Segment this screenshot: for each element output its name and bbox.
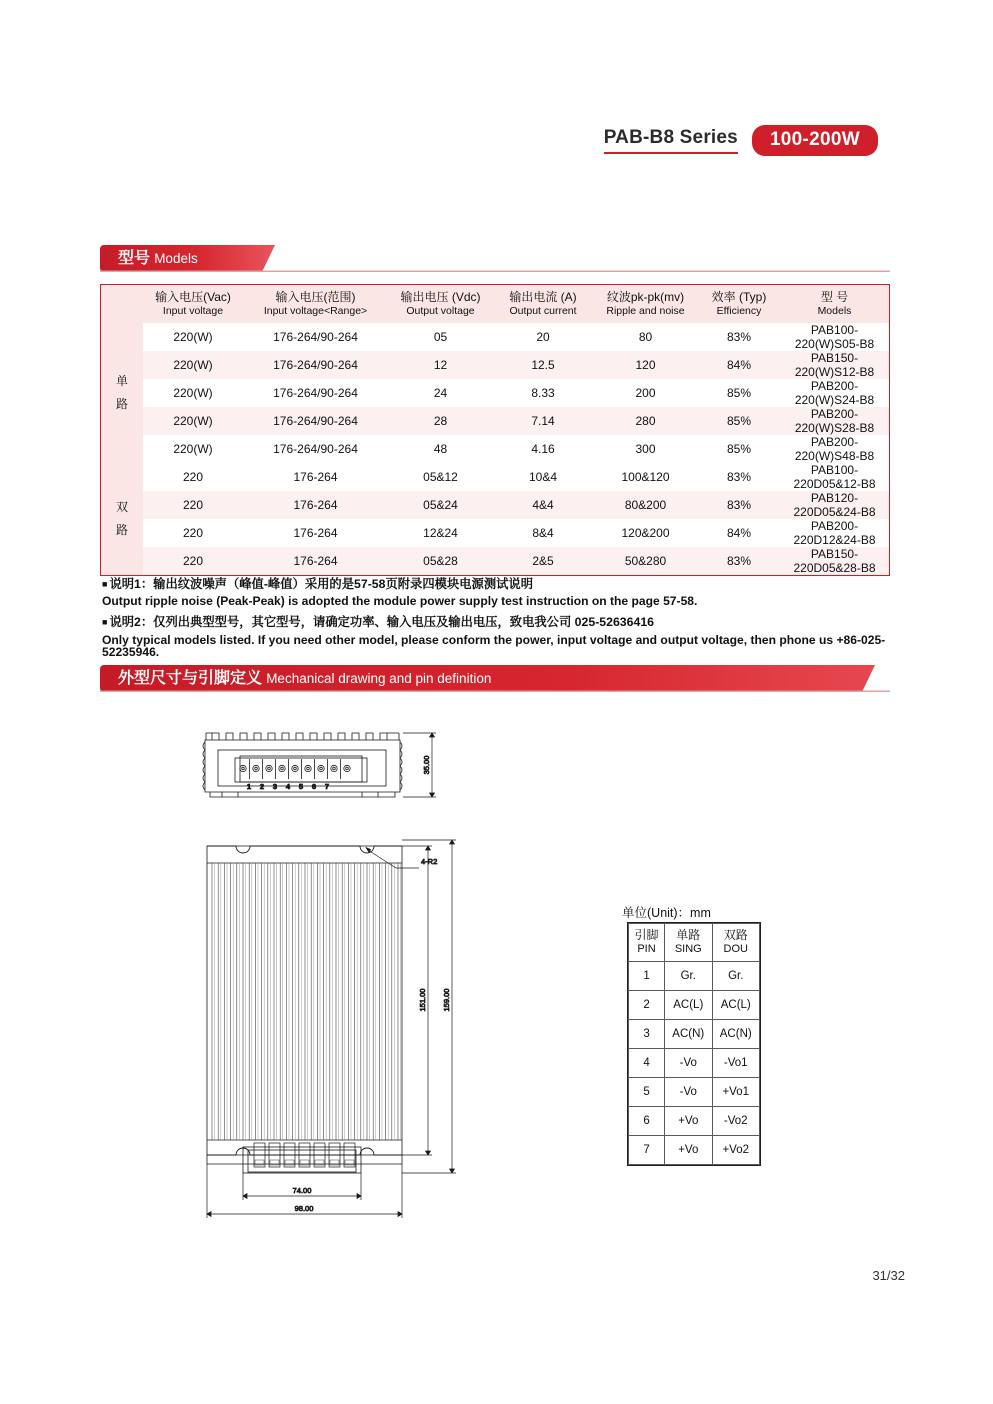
- pin-cell-number: 4: [629, 1049, 665, 1078]
- table-row: [101, 435, 889, 463]
- front-view-pin-number: 6: [311, 782, 317, 791]
- cell-input-range: 176-264/90-264: [273, 442, 358, 456]
- pin-cell-single: AC(N): [665, 1020, 712, 1049]
- cell-input-voltage: 220: [182, 470, 204, 484]
- pin-table-row: [629, 1020, 760, 1049]
- pin-column-header-pin: [629, 924, 665, 962]
- pin-table-row: [629, 991, 760, 1020]
- column-header-models-en: Models: [817, 304, 852, 317]
- pin-table-head: [629, 924, 760, 962]
- cell-output-voltage: 05&28: [388, 547, 493, 575]
- cell-output-voltage: 12: [388, 351, 493, 379]
- pin-cell-single: AC(L): [665, 991, 712, 1020]
- pin-column-header-single-en: SING: [674, 943, 702, 956]
- bullet-square-icon: ■: [102, 579, 108, 589]
- pin-column-header-dual-cn: 双路: [723, 928, 748, 943]
- banner-label-models-en: Models: [154, 251, 198, 266]
- column-header-models-cn: 型 号: [820, 289, 849, 304]
- cell-output-current: 12.5: [493, 351, 593, 379]
- pin-table-row: [629, 962, 760, 991]
- cell-efficiency: 83%: [698, 491, 780, 519]
- cell-ripple: 300: [635, 442, 656, 456]
- dimension-height-151: [402, 846, 432, 1155]
- column-header-input-voltage: [143, 285, 243, 323]
- cell-model: PAB150-220D05&28-B8: [780, 547, 889, 575]
- front-view-pin-number: 5: [298, 782, 304, 791]
- unit-label: 单位(Unit)：mm: [622, 906, 711, 920]
- cell-input-voltage: 220(W): [173, 386, 213, 400]
- pin-cell-dual: +Vo1: [712, 1078, 760, 1107]
- page-number: 31/32: [872, 1268, 905, 1283]
- pin-column-header-pin-en: PIN: [637, 943, 656, 956]
- pin-table-row: [629, 1049, 760, 1078]
- cell-output-voltage: 12&24: [423, 526, 458, 540]
- column-header-efficiency-en: Efficiency: [716, 304, 762, 317]
- cell-efficiency: 84%: [698, 351, 780, 379]
- column-header-efficiency-cn: 效率 (Typ): [711, 289, 767, 304]
- banner-label-models: [118, 245, 198, 272]
- pin-cell-dual: AC(N): [712, 1020, 760, 1049]
- cell-model: PAB100-220(W)S05-B8: [794, 323, 875, 351]
- front-view-pin-number: 7: [324, 782, 330, 791]
- cell-output-voltage: 28: [388, 407, 493, 435]
- models-table-head: [101, 285, 889, 323]
- power-range-badge: 100-200W: [752, 125, 878, 156]
- cell-model: PAB200-220D12&24-B8: [793, 519, 876, 547]
- cell-output-current: 4&4: [493, 491, 593, 519]
- models-table-body: [101, 323, 889, 575]
- cell-output-voltage: 05&12: [423, 470, 458, 484]
- banner-label-mechanical-en: Mechanical drawing and pin definition: [266, 671, 492, 686]
- cell-input-voltage: 220(W): [173, 442, 213, 456]
- mechanical-drawing-svg: [0, 700, 993, 1260]
- column-header-output-voltage-en: Output voltage: [406, 304, 475, 317]
- column-header-output-current-cn: 输出电流 (A): [509, 289, 577, 304]
- banner-label-models-cn: 型号: [118, 250, 151, 267]
- models-table-container: [100, 284, 890, 576]
- cell-model: PAB200-220(W)S48-B8: [794, 435, 875, 463]
- cell-input-range: 176-264/90-264: [273, 386, 358, 400]
- pin-cell-dual: +Vo2: [712, 1136, 760, 1165]
- cell-ripple: 100&120: [621, 470, 670, 484]
- cell-output-voltage: 05: [433, 330, 448, 344]
- banner-label-mechanical-cn: 外型尺寸与引脚定义: [118, 670, 263, 687]
- pin-cell-number: 3: [629, 1020, 665, 1049]
- pin-cell-dual: -Vo2: [712, 1107, 760, 1136]
- cell-input-range: 176-264/90-264: [243, 407, 388, 435]
- cell-efficiency: 84%: [726, 526, 752, 540]
- table-row: [101, 351, 889, 379]
- row-group-label-line1: 双: [115, 500, 128, 515]
- column-header-input-voltage-en: Input voltage: [162, 304, 224, 317]
- column-header-models: [780, 285, 889, 323]
- cell-ripple: 80: [638, 330, 653, 344]
- cell-input-range: 176-264: [243, 491, 388, 519]
- front-view-pin-numbers: [247, 782, 329, 791]
- table-row: [101, 323, 889, 351]
- pin-cell-number: 7: [629, 1136, 665, 1165]
- pin-column-header-single-cn: 单路: [676, 928, 701, 943]
- cell-output-voltage: 48: [433, 442, 448, 456]
- pin-column-header-dual: [712, 924, 760, 962]
- terminal-screws: [240, 765, 350, 771]
- cell-efficiency: 83%: [698, 547, 780, 575]
- note1-cn-line: [102, 578, 902, 590]
- dim-label-4r2: 4-R2: [421, 857, 438, 866]
- column-header-ripple-en: Ripple and noise: [606, 304, 685, 317]
- pin-table-body: [629, 962, 760, 1165]
- table-row: [101, 463, 889, 491]
- pin-cell-single: Gr.: [665, 962, 712, 991]
- banner-shape-models: [100, 245, 890, 272]
- pin-cell-single: -Vo: [665, 1078, 712, 1107]
- side-view-drawing: [207, 846, 402, 1173]
- cell-efficiency: 83%: [726, 330, 752, 344]
- column-header-output-voltage-cn: 输出电压 (Vdc): [400, 289, 481, 304]
- column-header-input-voltage-cn: 输入电压(Vac): [155, 289, 231, 304]
- cell-efficiency: 85%: [726, 442, 752, 456]
- models-header-row: [101, 285, 889, 323]
- pin-cell-number: 2: [629, 991, 665, 1020]
- note1-en-text: Output ripple noise (Peak-Peak) is adopted the module power supply test instruction on the page 57-58.: [102, 594, 698, 609]
- column-header-output-current: [493, 285, 593, 323]
- row-group-label: [101, 323, 143, 463]
- cell-ripple: 50&280: [593, 547, 698, 575]
- column-header-output-voltage: [388, 285, 493, 323]
- pin-cell-dual: AC(L): [712, 991, 760, 1020]
- table-row: [101, 547, 889, 575]
- cell-input-range: 176-264: [293, 470, 338, 484]
- cell-ripple: 120&200: [621, 526, 670, 540]
- cell-input-voltage: 220: [182, 526, 204, 540]
- section-banner-models: [100, 245, 890, 272]
- note2-cn-text: 说明2：仅列出典型型号，其它型号，请确定功率、输入电压及输出电压，致电我公司 025-52636416: [109, 615, 655, 630]
- row-group-label: [101, 463, 143, 575]
- front-view-pin-number: 1: [246, 782, 252, 791]
- column-header-input-range: [243, 285, 388, 323]
- row-group-label-line1: 单: [115, 374, 128, 389]
- cell-output-current: 4.16: [531, 442, 555, 456]
- front-view-pin-number: 4: [285, 782, 291, 791]
- column-header-input-range-en: Input voltage<Range>: [263, 304, 368, 317]
- pin-table-header-row: [629, 924, 760, 962]
- pin-cell-number: 5: [629, 1078, 665, 1107]
- mechanical-drawing-area: [0, 700, 993, 1260]
- cell-output-voltage: 24: [433, 386, 448, 400]
- bullet-square-icon-2: ■: [102, 617, 108, 628]
- cell-efficiency: 85%: [698, 407, 780, 435]
- pin-definition-table-container: [627, 922, 761, 1166]
- cell-output-current: 7.14: [493, 407, 593, 435]
- table-row: [101, 519, 889, 547]
- column-header-input-range-cn: 输入电压(范围): [275, 289, 356, 304]
- cell-ripple: 120: [593, 351, 698, 379]
- pin-cell-single: +Vo: [665, 1136, 712, 1165]
- pin-column-header-pin-cn: 引脚: [634, 928, 659, 943]
- cell-input-voltage: 220(W): [173, 330, 213, 344]
- models-table: [101, 285, 889, 575]
- note2-en-text: Only typical models listed. If you need other model, please conform the power, input voltage and output voltage, then phone us +86-025-52235946.: [102, 632, 886, 659]
- pin-cell-single: -Vo: [665, 1049, 712, 1078]
- models-group-header-cell: [101, 285, 143, 323]
- notes-block: [102, 578, 902, 667]
- cell-model: PAB200-220(W)S28-B8: [780, 407, 889, 435]
- column-header-efficiency: [698, 285, 780, 323]
- leader-4r2: [366, 848, 419, 869]
- cell-efficiency: 83%: [726, 470, 752, 484]
- row-group-label-line2: 路: [115, 397, 128, 411]
- cell-input-voltage: 220(W): [143, 407, 243, 435]
- pin-column-header-dual-en: DOU: [723, 943, 748, 956]
- front-view-pin-number: 2: [259, 782, 265, 791]
- cell-input-voltage: 220: [143, 547, 243, 575]
- cell-input-range: 176-264/90-264: [273, 330, 358, 344]
- pin-cell-dual: Gr.: [712, 962, 760, 991]
- table-row: [101, 379, 889, 407]
- series-title: PAB-B8 Series: [604, 127, 738, 154]
- pin-cell-number: 1: [629, 962, 665, 991]
- note2-cn-line: [102, 616, 902, 628]
- pin-table-row: [629, 1136, 760, 1165]
- dim-label-74: 74.00: [292, 1186, 312, 1195]
- pin-cell-single: +Vo: [665, 1107, 712, 1136]
- column-header-output-current-en: Output current: [509, 304, 577, 317]
- dimension-height-35: [403, 733, 436, 797]
- column-header-ripple: [593, 285, 698, 323]
- cell-output-voltage: 05&24: [388, 491, 493, 519]
- column-header-ripple-cn: 纹波pk-pk(mv): [606, 289, 685, 304]
- pin-column-header-single: [665, 924, 712, 962]
- cell-input-range: 176-264: [293, 526, 338, 540]
- dim-label-151: 151.00: [418, 988, 427, 1012]
- cell-model: PAB150-220(W)S12-B8: [780, 351, 889, 379]
- cell-output-current: 20: [536, 330, 550, 344]
- cell-output-current: 8.33: [531, 386, 555, 400]
- cell-input-voltage: 220(W): [143, 351, 243, 379]
- cell-model: PAB200-220(W)S24-B8: [794, 379, 875, 407]
- cell-ripple: 200: [635, 386, 656, 400]
- cell-input-range: 176-264/90-264: [243, 351, 388, 379]
- cell-input-voltage: 220: [143, 491, 243, 519]
- pin-definition-table: [628, 923, 760, 1165]
- table-row: [101, 491, 889, 519]
- dim-label-35: 35.00: [422, 755, 431, 775]
- section-banner-mechanical: [100, 665, 890, 692]
- pin-table-row: [629, 1107, 760, 1136]
- dim-label-159: 159.00: [442, 988, 451, 1012]
- row-group-label-line2: 路: [115, 523, 128, 537]
- pin-cell-dual: -Vo1: [712, 1049, 760, 1078]
- cell-output-current: 2&5: [493, 547, 593, 575]
- cell-output-current: 10&4: [528, 470, 558, 484]
- front-view-pin-number: 3: [272, 782, 278, 791]
- cell-ripple: 80&200: [593, 491, 698, 519]
- cell-model: PAB120-220D05&24-B8: [780, 491, 889, 519]
- banner-label-mechanical: [118, 665, 491, 692]
- pin-table-row: [629, 1078, 760, 1107]
- dim-label-98: 98.00: [294, 1204, 314, 1213]
- cell-output-current: 8&4: [532, 526, 554, 540]
- table-row: [101, 407, 889, 435]
- pin-cell-number: 6: [629, 1107, 665, 1136]
- cell-input-range: 176-264: [243, 547, 388, 575]
- cell-model: PAB100-220D05&12-B8: [793, 463, 876, 491]
- cell-efficiency: 85%: [726, 386, 752, 400]
- note1-cn-text: 说明1：输出纹波噪声（峰值-峰值）采用的是57-58页附录四模块电源测试说明: [109, 577, 534, 591]
- cell-ripple: 280: [593, 407, 698, 435]
- page-header: [604, 125, 878, 156]
